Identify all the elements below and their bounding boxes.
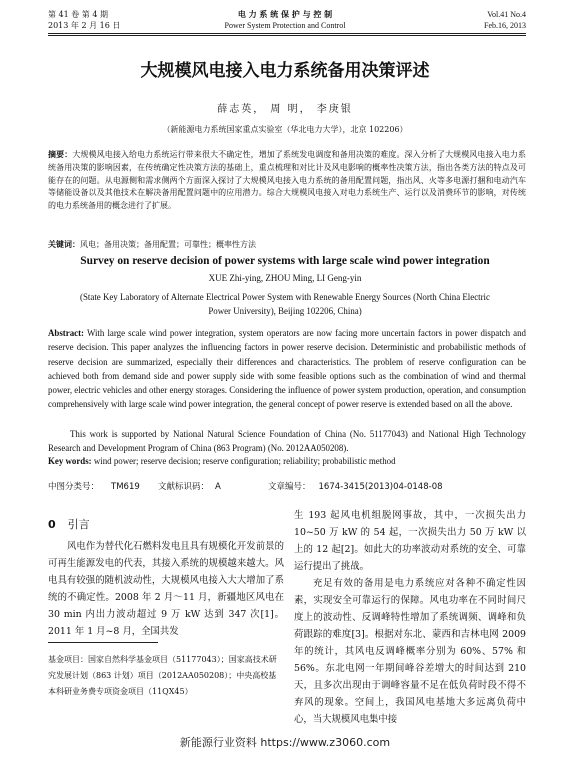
authors-cn: 薛志英， 周 明， 李庚银: [217, 104, 353, 115]
site-watermark: 新能源行业资料 https://www.z3060.com: [179, 736, 391, 749]
footnote-rule: [48, 642, 158, 643]
journal-name-en: Power System Protection and Control: [224, 21, 346, 30]
keywords-en-text: wind power; reserve decision; reserve configuration; reliability; probabilistic method: [93, 456, 396, 466]
journal-date-en: Feb.16, 2013: [484, 21, 526, 30]
keywords-cn: [48, 239, 526, 250]
section-title: 引言: [67, 518, 90, 531]
keywords-cn-text: 风电；备用决策；备用配置；可靠性；概率性方法: [80, 240, 256, 249]
section-number: 0: [48, 518, 56, 531]
paper-title-en: Survey on reserve decision of power systems with large scale wind power integration: [80, 255, 490, 267]
affiliation-cn: （新能源电力系统国家重点实验室（华北电力大学），北京 102206）: [162, 125, 408, 134]
article-label: 文章编号：: [268, 482, 311, 492]
doc-value: A: [215, 482, 221, 492]
article-number: [268, 480, 443, 492]
intro-paragraph-1: 风电作为替代化石燃料发电且具有规模化开发前景的可再生能源发电的代表，其接入系统的规模越来越大。风电具有较强的随机波动性，大规模风电接入大大增加了系统的不确定性。2008 年 2 月～11 月，新疆地区风电在 30 min 内出力波动超过 9 万 kW 达到 347 次[1]。2011 年 1 月~8 月，全国共发: [48, 541, 284, 637]
header-rule-top: [48, 33, 526, 34]
paper-title-cn: 大规模风电接入电力系统备用决策评述: [140, 61, 430, 81]
abstract-en-label: Abstract:: [48, 328, 84, 338]
section-heading: [48, 516, 90, 532]
doc-code: [158, 480, 221, 492]
doc-label: 文献标识码：: [158, 482, 210, 492]
funding-en: This work is supported by National Natural Science Foundation of China (No. 51177043) and National High Technology Research and Development Program of China (863 Program) (No. 2012AA050208).: [48, 429, 526, 454]
keywords-cn-label: 关键词：: [48, 239, 80, 249]
journal-date-cn: 2013 年 2 月 16 日: [48, 21, 121, 30]
article-value: 1674-3415(2013)04-0148-08: [318, 482, 443, 492]
clc-value: TM619: [111, 482, 140, 492]
journal-name-cn: 电 力 系 统 保 护 与 控 制: [237, 10, 333, 19]
intro-paragraph-2: 充足有效的备用是电力系统应对各种不确定性因素，实现安全可靠运行的保障。风电功率在不同时间尺度上的波动性、反调峰特性增加了系统调频、调峰和负荷跟踪的难度[3]。根据对东北、蒙西和吉林电网 2009 年的统计，其风电反调峰概率分别为 60%、57% 和 56%。东北电网一年期间峰谷差增大的时间达到 210 天，且多次出现由于调峰容量不足在低负荷时段不得不弃风的现象。空间上，我国风电基地大多远离负荷中心，当大规模风电集中接: [294, 578, 526, 725]
right-column: [294, 507, 526, 728]
intro-paragraph-1-cont: 生 193 起风电机组脱网事故，其中，一次损失出力 10~50 万 kW 的 54 起，一次损失出力 50 万 kW 以上的 12 起[2]。如此大的功率波动对系统的安全、可靠运行提出了挑战。: [294, 510, 526, 572]
funding-footnote-cn: 基金项目：国家自然科学基金项目（51177043）；国家高技术研究发展计划（863 计划）项目（2012AA050208）；中央高校基本科研业务费专项资金项目（11QX45）: [48, 655, 277, 696]
clc-number: [48, 480, 140, 492]
affiliation-en: (State Key Laboratory of Alternate Electrical Power System with Renewable Energy Sources (North China Electric Power University), Beijing 102206, China): [80, 292, 490, 316]
abstract-en: [48, 326, 526, 412]
journal-volume-en: Vol.41 No.4: [487, 10, 526, 19]
abstract-cn-text: 大规模风电接入给电力系统运行带来很大不确定性，增加了系统发电调度和备用决策的难度。深入分析了大规模风电接入电力系统备用决策的影响因素，在传统确定性决策方法的基础上，重点梳理和对比计及风电影响的概率性决策方法，指出各类方法的特点及可能存在的问题。从电源侧和需求侧两个方面深入探讨了大规模风电接入电力系统的备用配置问题，指出风、火等多电源打捆和电动汽车等储能设备以及其他技术在解决备用配置问题中的应用潜力。综合大规模风电接入对电力系统生产、运行以及消费环节的影响，对传统的电力系统备用的概念进行了扩展。: [48, 150, 526, 211]
abstract-cn: [48, 148, 526, 213]
journal-volume-issue: 第 41 卷 第 4 期: [48, 10, 108, 19]
left-column: [48, 538, 284, 640]
header-rule-bottom: [48, 35, 526, 36]
keywords-en: [48, 456, 526, 466]
keywords-en-label: Key words:: [48, 456, 92, 466]
abstract-cn-label: 摘要：: [48, 149, 73, 159]
authors-en: XUE Zhi-ying, ZHOU Ming, LI Geng-yin: [208, 273, 362, 283]
clc-label: 中图分类号：: [48, 482, 100, 492]
abstract-en-text: With large scale wind power integration, system operators are now facing more uncertain factors in power dispatch and reserve decision. This paper analyzes the influencing factors in power reserve decision. Deterministic and probabilistic methods of reserve decision are summarized, especially their differences and characteristics. The problem of reserve configuration can be achieved both from demand side and power supply side with some feasible options such as the combination of wind and thermal power, electric vehicles and other energy storages. Considering the influence of power system production, operation, and consumption comprehensively with large scale wind power integration, the general concept of power reserve is extended based on all the above.: [48, 328, 526, 410]
